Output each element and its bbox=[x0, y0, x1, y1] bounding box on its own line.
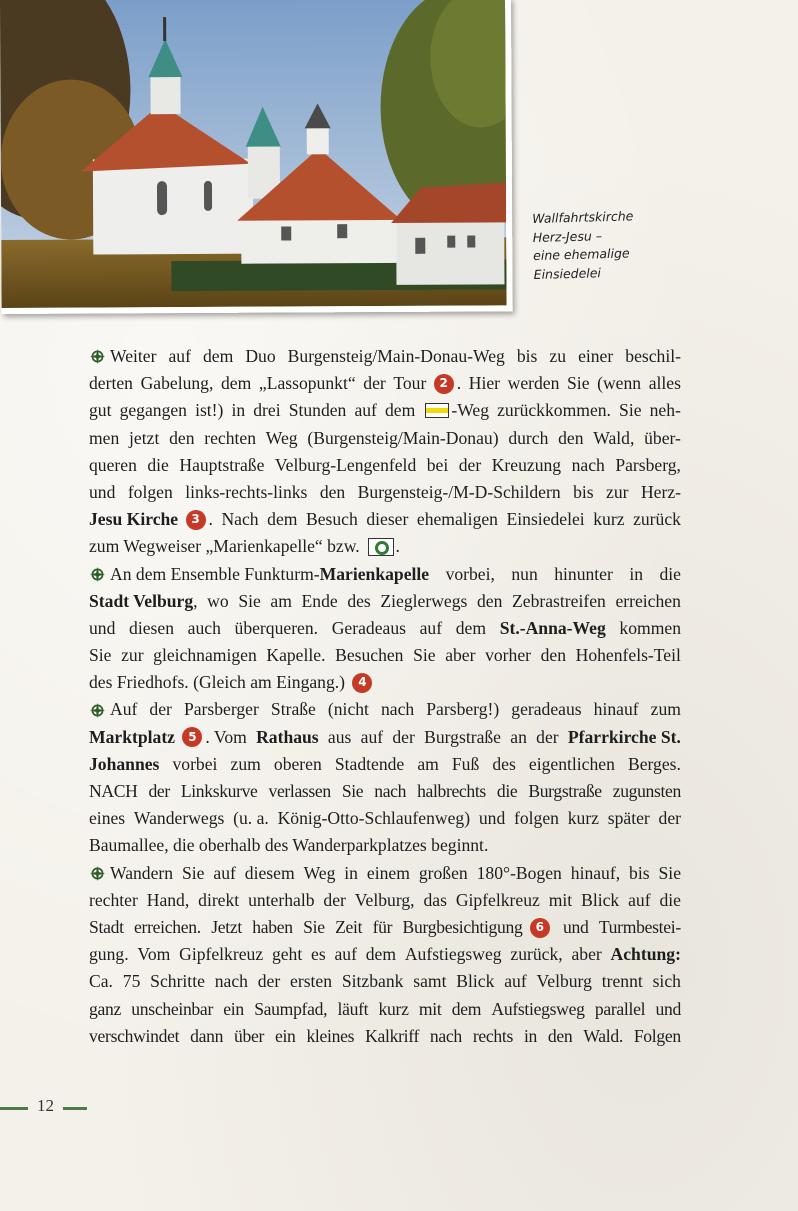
yellow-trail-marker-icon bbox=[425, 403, 449, 418]
text-line-16: Johannes vorbei zum oberen Stadtende am Fuß des eigentlichen Berges. bbox=[89, 751, 681, 778]
text-line-25: ganz unscheinbar ein Saumpfad, läuft kurz mit dem Aufstiegsweg parallel und bbox=[89, 998, 681, 1019]
waypoint-badge: 5 bbox=[182, 727, 202, 747]
waypoint-badge: 6 bbox=[530, 918, 550, 938]
caption-line: Einsiedelei bbox=[533, 264, 602, 282]
text-line-4: men jetzt den rechten Weg (Burgensteig/Main-Donau) durch den Wald, über- bbox=[89, 427, 681, 448]
caption-line: eine ehemalige bbox=[532, 245, 630, 263]
church-photo bbox=[0, 0, 513, 314]
place-name: Stadt Velburg bbox=[89, 590, 194, 611]
compass-icon bbox=[89, 566, 106, 583]
footer-rule bbox=[63, 1107, 87, 1110]
caption-line: Herz-Jesu – bbox=[532, 227, 603, 245]
green-ring-marker-icon bbox=[368, 538, 394, 556]
text-line-14: Auf der Parsberger Straße (nicht nach Parsberg!) geradeaus hinauf zum bbox=[89, 696, 681, 723]
text-line-17: NACH der Linkskurve verlassen Sie nach halbrechts die Burgstraße zugunsten bbox=[89, 781, 681, 801]
text-line-13: des Friedhofs. (Gleich am Eingang.) 4 bbox=[89, 669, 681, 696]
place-name: St.-Anna-Weg bbox=[499, 617, 606, 638]
place-name: Pfarrkirche St. bbox=[567, 726, 681, 747]
text-line-5: queren die Hauptstraße Velburg-Lengenfeld bei der Kreuzung nach Parsberg, bbox=[89, 454, 681, 475]
place-name: Rathaus bbox=[256, 726, 319, 747]
paragraph-start: Weiter bbox=[89, 343, 156, 370]
compass-icon bbox=[89, 702, 106, 719]
text-line-1: Weiter auf dem Duo Burgensteig/Main-Donau-Weg bis zu einer beschil- bbox=[89, 343, 681, 370]
text-line-22: Stadt erreichen. Jetzt haben Sie Zeit für Burgbesichtigung 6 und Turmbestei- bbox=[89, 916, 681, 937]
church-photo-illustration bbox=[0, 0, 507, 308]
text-line-24: Ca. 75 Schritte nach der ersten Sitzbank samt Blick auf Velburg trennt sich bbox=[89, 971, 681, 992]
footer-rule bbox=[0, 1107, 28, 1110]
place-name: Marienkapelle bbox=[319, 563, 430, 584]
text-line-18: eines Wanderwegs (u. a. König-Otto-Schlaufenweg) und folgen kurz später der bbox=[89, 808, 681, 829]
text-line-23: gung. Vom Gipfelkreuz geht es auf dem Aufstiegsweg zurück, aber Achtung: bbox=[89, 941, 681, 968]
route-description bbox=[89, 343, 681, 1050]
place-name: Jesu Kirche bbox=[89, 509, 179, 530]
text-line-26: verschwindet dann über ein kleines Kalkriff nach rechts in den Wald. Folgen bbox=[89, 1025, 681, 1046]
place-name: Marktplatz bbox=[89, 726, 175, 747]
place-name: Johannes bbox=[89, 753, 160, 774]
compass-icon bbox=[89, 348, 106, 365]
text-line-21: rechter Hand, direkt unterhalb der Velburg, das Gipfelkreuz mit Blick auf die bbox=[89, 889, 681, 910]
warning-word: Achtung: bbox=[610, 944, 681, 965]
text-line-3: gut gegangen ist!) in drei Stunden auf dem -Weg zurückkommen. Sie neh- bbox=[89, 400, 681, 421]
text-line-11: und diesen auch überqueren. Geradeaus auf dem St.-Anna-Weg kommen bbox=[89, 615, 681, 642]
text-line-10: Stadt Velburg , wo Sie am Ende des Zieglerwegs den Zebrastreifen erreichen bbox=[89, 588, 681, 615]
text-line-8: zum Wegweiser „Marienkapelle“ bzw. . bbox=[89, 536, 400, 557]
text-line-12: Sie zur gleichnamigen Kapelle. Besuchen Sie aber vorher den Hohenfels-Teil bbox=[89, 645, 681, 666]
text-line-15: Marktplatz 5 . Vom Rathaus aus auf der Burgstraße an der Pfarrkirche St. bbox=[89, 724, 681, 751]
page-number: 12 bbox=[37, 1096, 54, 1115]
waypoint-badge: 3 bbox=[186, 510, 206, 530]
text-line-7: Jesu Kirche 3 . Nach dem Besuch dieser ehemaligen Einsiedelei kurz zurück bbox=[89, 506, 681, 533]
text-line-6: und folgen links-rechts-links den Burgensteig-/M-D-Schildern bis zur Herz- bbox=[89, 481, 681, 502]
page-footer bbox=[0, 1096, 110, 1120]
text-line-2: derten Gabelung, dem „Lassopunkt“ der Tour 2 . Hier werden Sie (wenn alles bbox=[89, 373, 681, 394]
waypoint-badge: 2 bbox=[434, 374, 454, 394]
compass-icon bbox=[89, 865, 106, 882]
text-line-20: Wandern Sie auf diesem Weg in einem großen 180°-Bogen hinauf, bis Sie bbox=[89, 860, 681, 887]
waypoint-badge: 4 bbox=[352, 673, 372, 693]
text-line-19: Baumallee, die oberhalb des Wanderparkplatzes beginnt. bbox=[89, 835, 489, 856]
text-line-9: An dem Ensemble Funkturm- Marienkapelle vorbei, nun hinunter in die bbox=[89, 561, 681, 588]
photo-caption bbox=[532, 207, 644, 284]
caption-line: Wallfahrtskirche bbox=[532, 208, 634, 226]
